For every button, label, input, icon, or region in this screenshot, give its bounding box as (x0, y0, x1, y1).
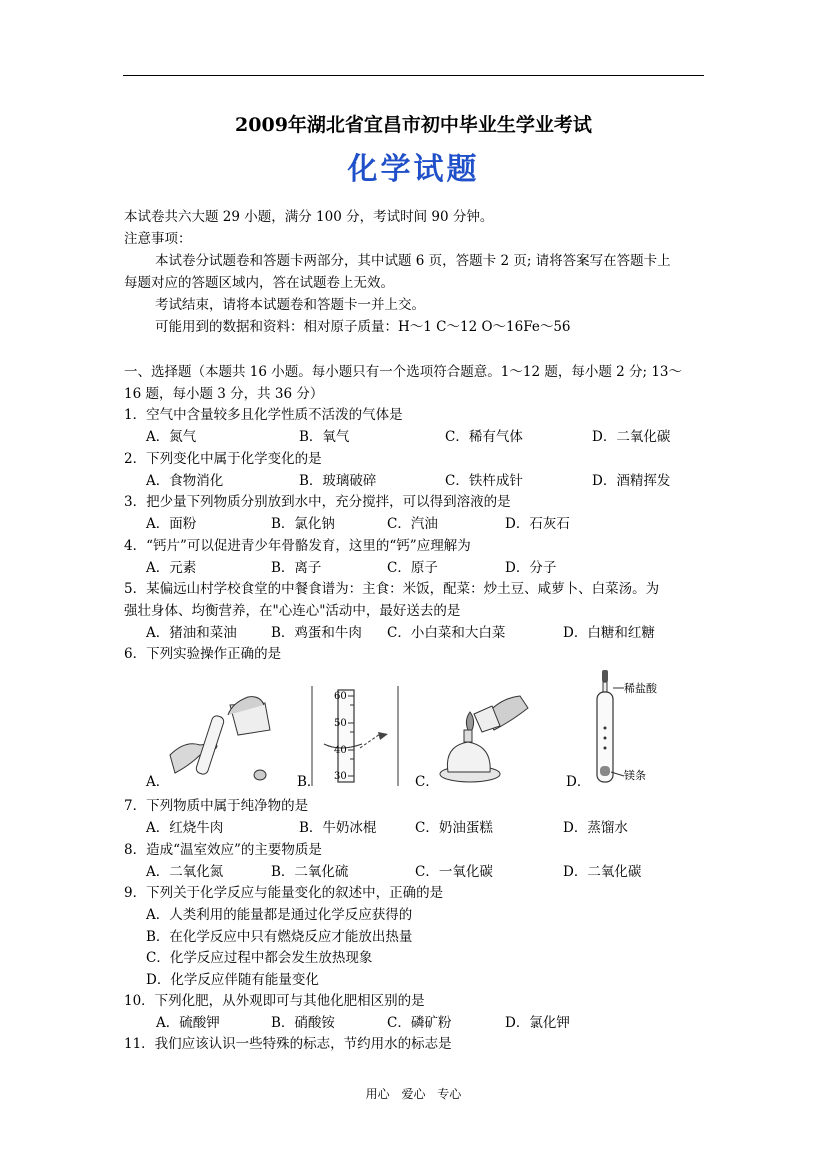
option-3c: C．汽油 (387, 516, 438, 532)
question-6: 6．下列实验操作正确的是 (124, 646, 282, 662)
option-2a: A．食物消化 (146, 473, 224, 489)
option-3b: B．氯化钠 (271, 516, 335, 532)
option-7d: D．蒸馏水 (563, 820, 628, 836)
option-1d: D．二氧化碳 (592, 429, 671, 445)
option-8d: D．二氧化碳 (563, 864, 642, 880)
option-1c: C．稀有气体 (445, 429, 523, 445)
section-heading-cont: 16 题，每小题 3 分，共 36 分） (124, 386, 324, 402)
question-5-cont: 强壮身体、均衡营养，在"心连心"活动中，最好送去的是 (124, 603, 461, 619)
option-7b: B．牛奶冰棍 (299, 820, 377, 836)
option-2c: C．铁杵成针 (445, 473, 523, 489)
option-10b: B．硝酸铵 (271, 1015, 335, 1031)
note-3: 可能用到的数据和资料：相对原子质量：H～1 C～12 O～16Fe～56 (155, 319, 571, 335)
option-9a: A．人类利用的能量都是通过化学反应获得的 (146, 907, 413, 923)
option-9c: C．化学反应过程中都会发生放热现象 (146, 950, 373, 966)
question-10: 10．下列化肥，从外观即可与其他化肥相区别的是 (124, 993, 425, 1009)
exam-subject: 化学试题 (347, 152, 480, 187)
option-4b: B．离子 (271, 560, 322, 576)
option-2b: B．玻璃破碎 (299, 473, 377, 489)
question-4: 4．“钙片”可以促进青少年骨骼发育，这里的“钙”应理解为 (124, 538, 471, 554)
option-9d: D．化学反应伴随有能量变化 (146, 972, 319, 988)
note-1b: 每题对应的答题区域内，答在试题卷上无效。 (124, 275, 394, 291)
question-8: 8．造成“温室效应”的主要物质是 (124, 842, 322, 858)
cylinder-tick-30: 30 (334, 771, 347, 782)
option-5d: D．白糖和红糖 (563, 625, 655, 641)
question-9: 9．下列关于化学反应与能量变化的叙述中，正确的是 (124, 885, 444, 901)
option-4a: A．元素 (146, 560, 197, 576)
cylinder-tick-40: 40 (334, 745, 347, 756)
exam-title: 2009年湖北省宜昌市初中毕业生学业考试 (235, 114, 592, 136)
figure-d-label: D． (566, 774, 591, 790)
page-footer: 用心 爱心 专心 (365, 1087, 462, 1101)
notes-heading: 注意事项： (124, 231, 192, 247)
option-8c: C．一氧化碳 (415, 864, 493, 880)
question-11: 11．我们应该认识一些特殊的标志，节约用水的标志是 (124, 1036, 452, 1052)
option-1b: B．氧气 (299, 429, 350, 445)
figure-d-label-acid: 稀盐酸 (624, 682, 657, 695)
option-7a: A．红烧牛肉 (146, 820, 224, 836)
option-3d: D．石灰石 (505, 516, 570, 532)
option-5a: A．猪油和菜油 (146, 625, 237, 641)
option-10d: D．氯化钾 (505, 1015, 570, 1031)
section-heading: 一、选择题（本题共 16 小题。每小题只有一个选项符合题意。1～12 题，每小题 2 分; 13～ (124, 364, 683, 380)
note-2: 考试结束，请将本试题卷和答题卡一并上交。 (155, 297, 425, 313)
option-4c: C．原子 (387, 560, 438, 576)
option-10c: C．磷矿粉 (387, 1015, 452, 1031)
option-7c: C．奶油蛋糕 (415, 820, 493, 836)
intro-line: 本试卷共六大题 29 小题，满分 100 分，考试时间 90 分钟。 (124, 209, 494, 225)
question-5: 5．某偏远山村学校食堂的中餐食谱为：主食：米饭，配菜：炒土豆、咸萝卜、白菜汤。为 (124, 581, 660, 597)
figure-b-label: B． (297, 774, 321, 790)
figure-c-label: C． (415, 774, 439, 790)
figure-b-cylinder (310, 686, 400, 786)
option-5b: B．鸡蛋和牛肉 (271, 625, 362, 641)
option-9b: B．在化学反应中只有燃烧反应才能放出热量 (146, 929, 413, 945)
cylinder-tick-60: 60 (334, 691, 347, 702)
figure-a-pouring (160, 685, 280, 785)
header-rule (123, 75, 704, 76)
option-8b: B．二氧化硫 (271, 864, 349, 880)
option-10a: A．硫酸钾 (156, 1015, 220, 1031)
question-3: 3．把少量下列物质分别放到水中，充分搅拌，可以得到溶液的是 (124, 494, 511, 510)
option-3a: A．面粉 (146, 516, 197, 532)
option-5c: C．小白菜和大白菜 (387, 625, 506, 641)
question-2: 2．下列变化中属于化学变化的是 (124, 451, 322, 467)
question-7: 7．下列物质中属于纯净物的是 (124, 798, 309, 814)
question-1: 1．空气中含量较多且化学性质不活泼的气体是 (124, 407, 403, 423)
figure-a-label: A． (146, 774, 170, 790)
option-1a: A．氮气 (146, 429, 197, 445)
cylinder-tick-50: 50 (334, 718, 347, 729)
figure-d-label-magnesium: 镁条 (624, 769, 646, 782)
option-4d: D．分子 (505, 560, 557, 576)
note-1a: 本试卷分试题卷和答题卡两部分，其中试题 6 页，答题卡 2 页; 请将答案写在答题卡上 (155, 253, 671, 269)
option-2d: D．酒精挥发 (592, 473, 671, 489)
option-8a: A．二氧化氮 (146, 864, 224, 880)
figure-c-alcohol-lamp (430, 686, 535, 786)
